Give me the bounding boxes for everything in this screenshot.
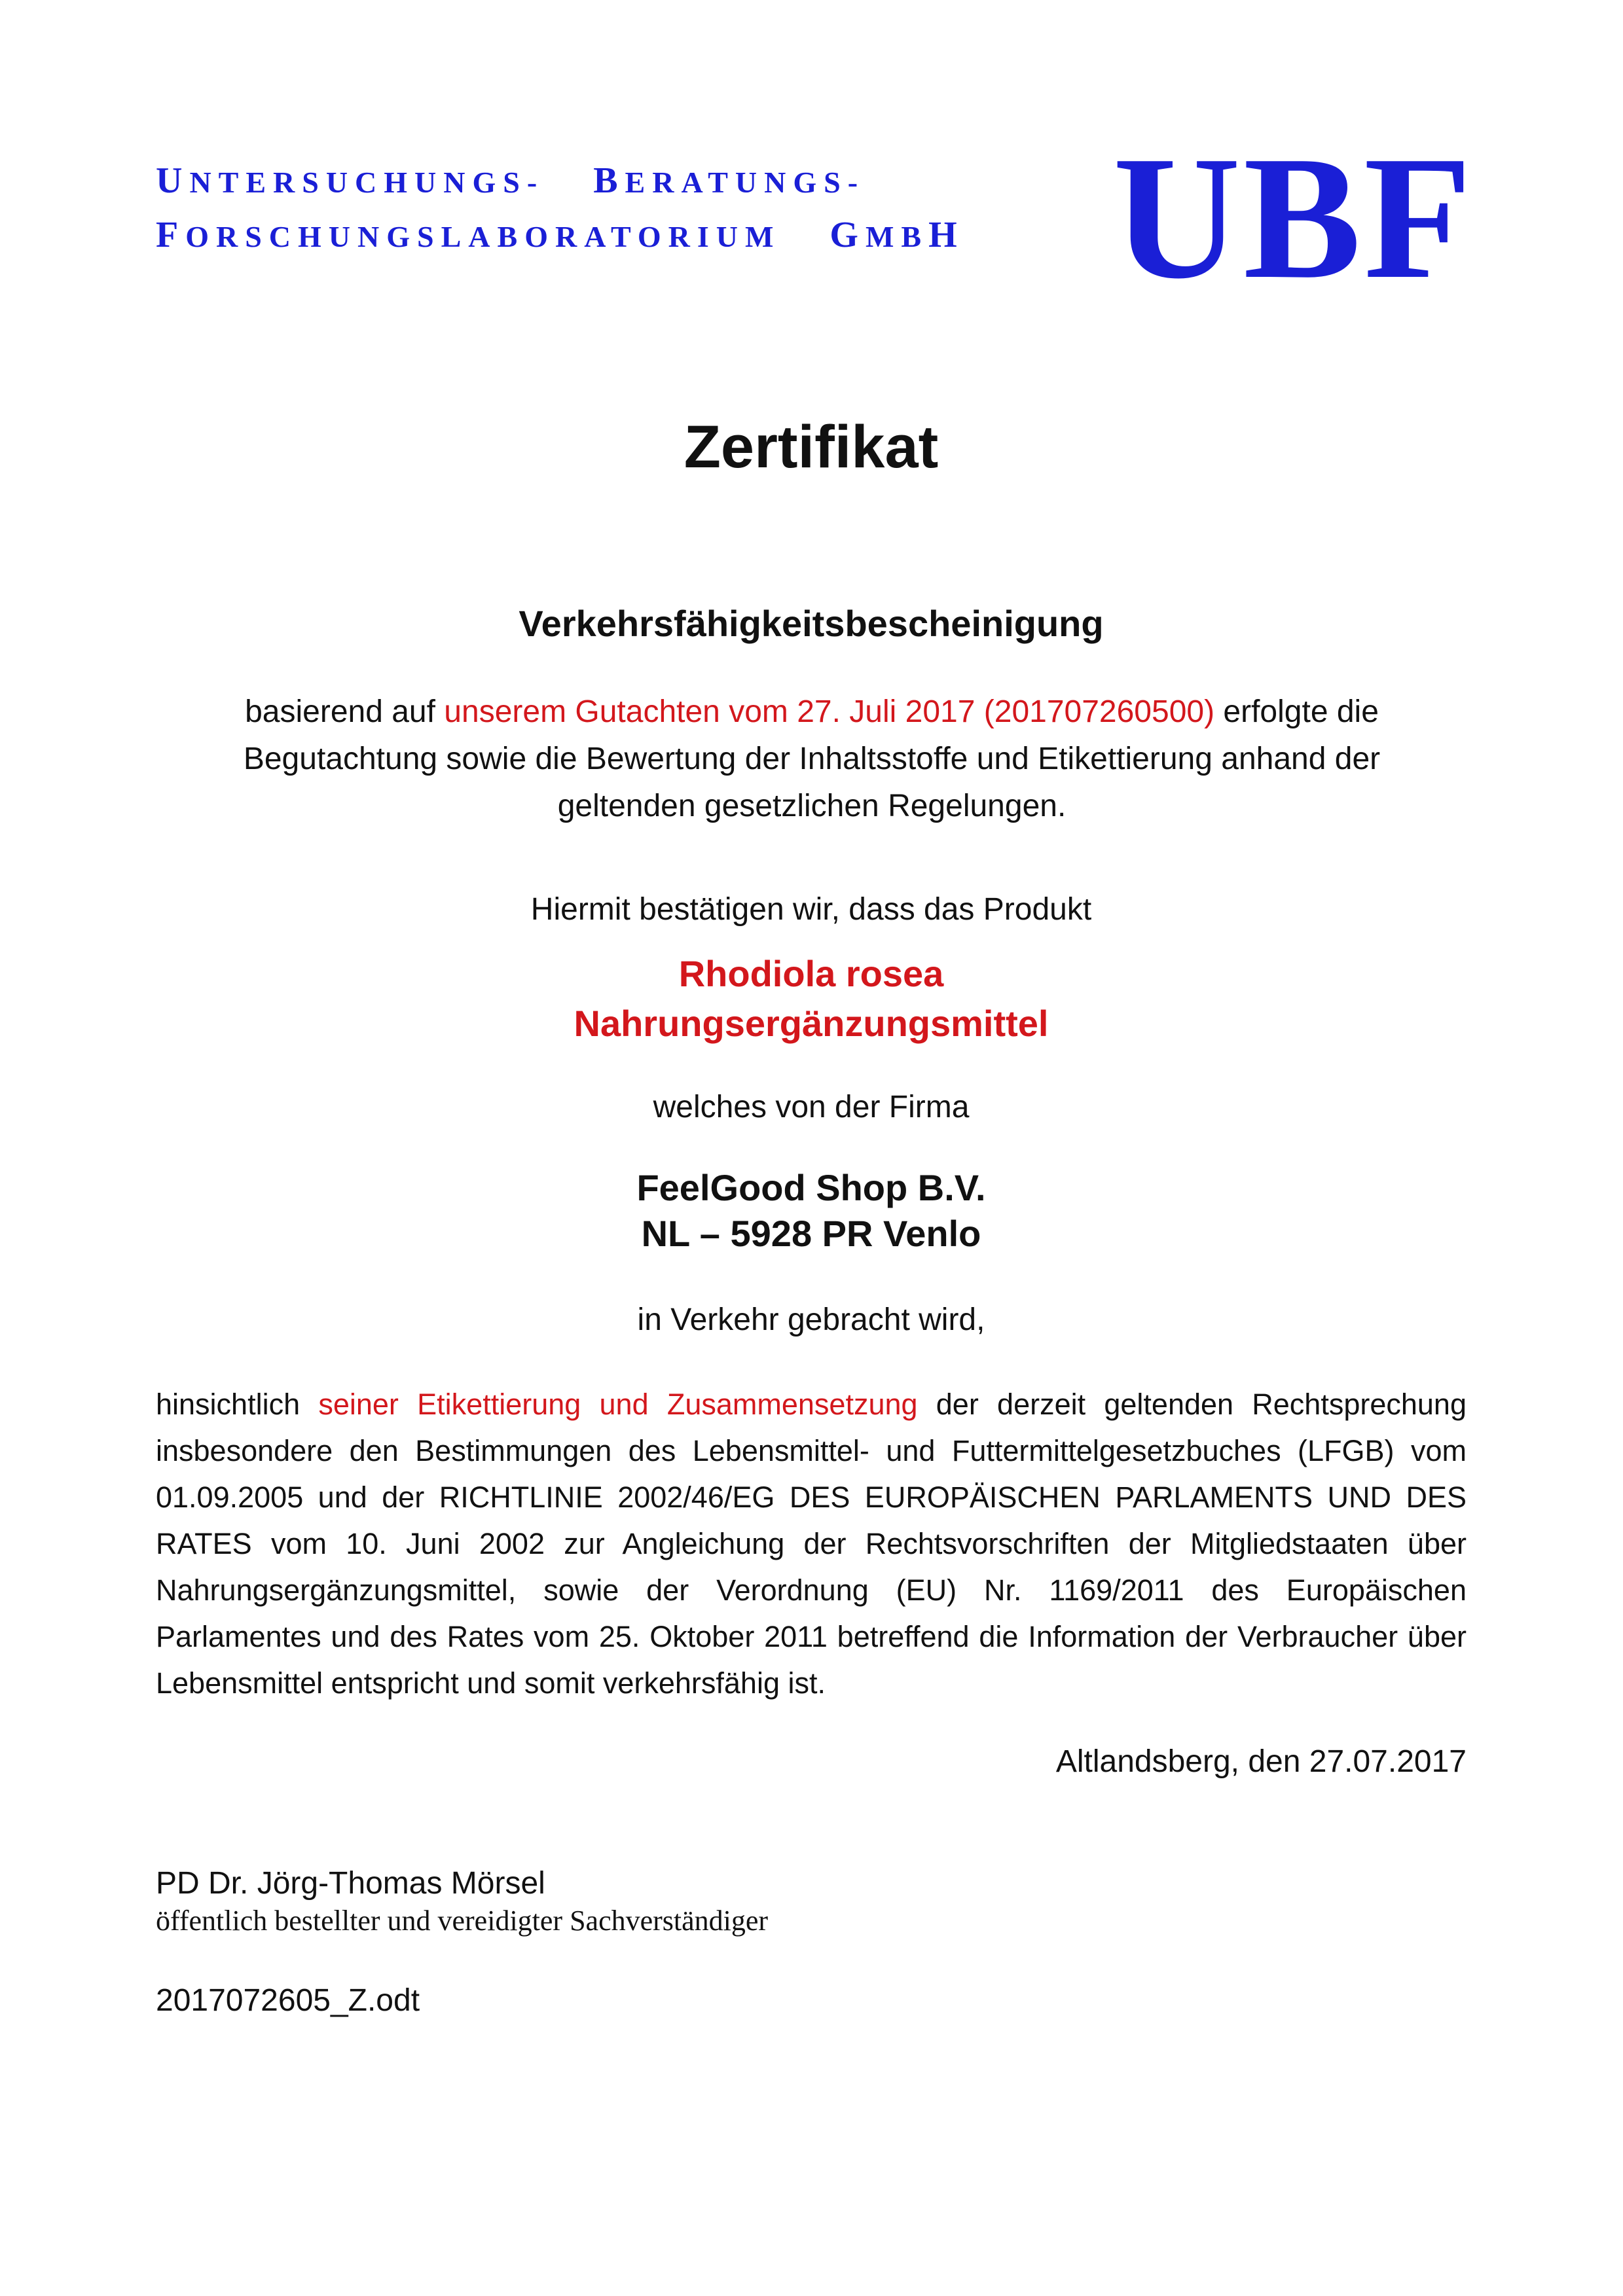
legal-highlight: seiner Etikettierung und Zusammensetzung — [318, 1388, 918, 1421]
lab-word-rest: MB — [865, 220, 929, 253]
signer-name: PD Dr. Jörg-Thomas Mörsel — [156, 1866, 545, 1901]
lab-word-rest: ORSCHUNGSLABORATORIUM — [185, 220, 781, 253]
place-date: Altlandsberg, den 27.07.2017 — [1055, 1744, 1467, 1779]
product-category: Nahrungsergänzungsmittel — [574, 1003, 1049, 1044]
certificate-title: Zertifikat — [684, 414, 939, 480]
lab-initial: G — [830, 215, 866, 255]
lab-initial: H — [928, 215, 964, 255]
company-block — [156, 1165, 1467, 1257]
report-reference: unserem Gutachten vom 27. Juli 2017 (201707260500) — [444, 694, 1215, 729]
company-intro: welches von der Firma — [653, 1090, 970, 1124]
company-name: FeelGood Shop B.V. — [636, 1167, 986, 1208]
intro-suffix: erfolgte die Begutachtung sowie die Bewertung der Inhaltsstoffe und Etikettierung anhand der geltenden gesetzlichen Regelungen. — [243, 694, 1381, 823]
traffic-line: in Verkehr gebracht wird, — [637, 1302, 985, 1337]
legal-suffix: der derzeit geltenden Rechtsprechung insbesondere den Bestimmungen des Lebensmittel- und Futtermittelgesetzbuches (LFGB) vom 01.09.2005 und der RICHTLINIE 2002/46/EG DES EUROPÄISCHEN PARLAMENTS UND DES RATES vom 10. Juni 2002 zur Angleichung der Rechtsvorschriften der Mitgliedstaaten über Nahrungsergänzungsmittel, sowie der Verordnung (EU) Nr. 1169/2011 des Europäischen Parlamentes und des Rates vom 25. Oktober 2011 betreffend die Information der Verbraucher über Lebensmittel entspricht und somit verkehrsfähig ist. — [156, 1388, 1467, 1700]
lab-name-line-2 — [156, 209, 964, 263]
lab-word-rest: NTERSUCHUNGS- — [189, 166, 545, 199]
intro-paragraph — [210, 689, 1414, 830]
document-reference: 2017072605_Z.odt — [156, 1983, 420, 2018]
lab-initial: B — [593, 160, 625, 201]
confirm-line: Hiermit bestätigen wir, dass das Produkt — [530, 892, 1092, 927]
product-name: Rhodiola rosea — [678, 953, 944, 994]
signer-title: öffentlich bestellter und vereidigter Sachverständiger — [156, 1905, 769, 1937]
legal-prefix: hinsichtlich — [156, 1388, 319, 1421]
lab-word-rest: ERATUNGS- — [625, 166, 866, 199]
lab-initial: F — [156, 215, 186, 255]
intro-prefix: basierend auf — [245, 694, 445, 729]
lab-name-line-1 — [156, 154, 964, 209]
product-block — [156, 949, 1467, 1049]
lab-initial: U — [156, 160, 190, 201]
lab-name — [156, 154, 964, 263]
ubf-logo: UBF — [1113, 120, 1474, 315]
company-address: NL – 5928 PR Venlo — [641, 1213, 981, 1254]
certificate-subtitle: Verkehrsfähigkeitsbescheinigung — [519, 603, 1104, 644]
legal-paragraph — [156, 1381, 1467, 1706]
